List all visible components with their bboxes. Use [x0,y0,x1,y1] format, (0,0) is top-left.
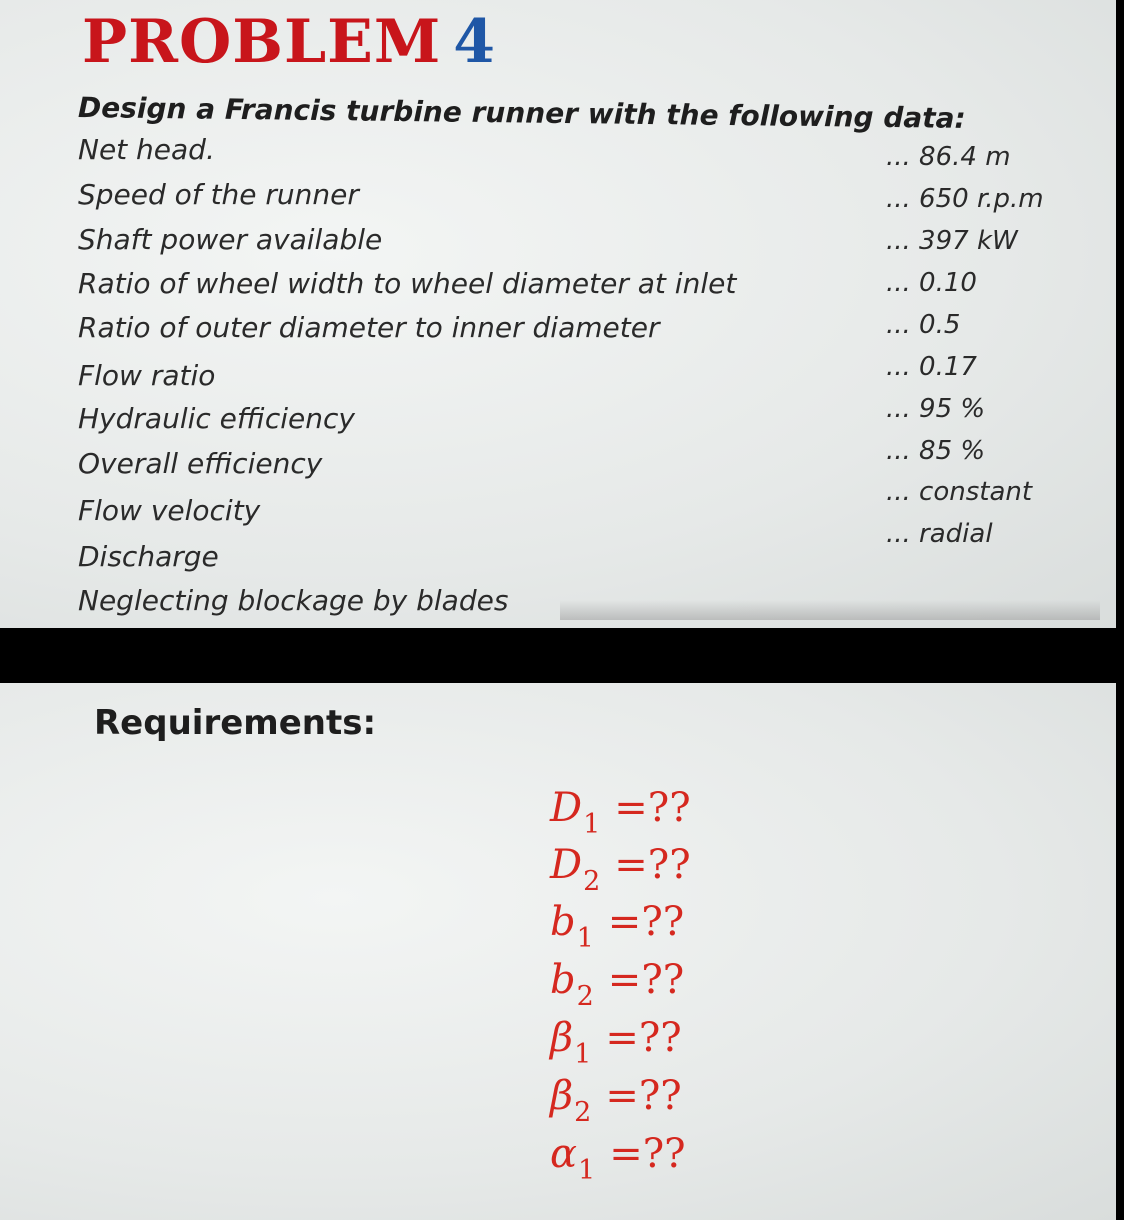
param-label-flow-ratio: Flow ratio [78,359,216,392]
requirement-symbol: α [550,1131,578,1177]
requirement-rhs: =?? [605,1015,682,1061]
requirement-item [550,1071,682,1126]
param-label-blockage: Neglecting blockage by blades [78,584,509,617]
param-label-width-ratio: Ratio of wheel width to wheel diameter at inlet [78,267,737,300]
requirement-symbol: b [550,899,576,945]
param-label-speed: Speed of the runner [78,178,359,211]
requirement-subscript: 1 [583,809,601,840]
slide-edge-shadow [560,600,1100,620]
requirement-rhs: =?? [609,1131,686,1177]
requirement-subscript: 2 [574,1097,592,1128]
intro-text: Design a Francis turbine runner with the following data: [77,91,966,135]
param-value-shaft-power: ... 397 kW [886,226,1018,256]
requirement-subscript: 1 [578,1155,596,1186]
param-value-net-head: ... 86.4 m [886,142,1011,172]
param-label-net-head: Net head. [78,133,215,166]
requirement-symbol: D [550,785,583,831]
param-label-discharge: Discharge [78,540,219,573]
requirement-rhs: =?? [607,899,685,945]
param-label-shaft-power: Shaft power available [78,223,383,256]
param-value-flow-velocity: ... constant [886,477,1033,507]
param-label-overall-efficiency: Overall efficiency [78,447,323,480]
param-value-width-ratio: ... 0.10 [886,268,977,298]
param-value-discharge: ... radial [886,519,993,549]
requirement-item [550,1129,686,1184]
requirement-symbol: b [550,957,576,1003]
requirements-heading: Requirements: [94,703,377,743]
requirement-subscript: 2 [576,981,594,1012]
requirement-rhs: =?? [605,1073,682,1119]
requirement-symbol: D [550,842,583,888]
requirement-item [550,955,684,1010]
problem-title [82,6,496,78]
requirement-subscript: 2 [583,866,601,897]
requirement-symbol: β [550,1073,574,1119]
requirement-subscript: 1 [576,923,594,954]
requirement-rhs: =?? [614,842,691,888]
title-word: PROBLEM [82,7,442,77]
param-value-speed: ... 650 r.p.m [886,184,1044,214]
param-label-hydraulic-efficiency: Hydraulic efficiency [78,402,355,435]
requirement-item [550,1013,682,1068]
requirement-subscript: 1 [574,1039,592,1070]
requirement-symbol: β [550,1015,574,1061]
param-label-diameter-ratio: Ratio of outer diameter to inner diameter [78,311,660,344]
requirement-item [550,783,691,838]
param-value-overall-efficiency: ... 85 % [886,436,986,466]
requirements-slide [0,683,1116,1220]
param-value-hydraulic-efficiency: ... 95 % [886,394,986,424]
requirement-item [550,840,691,895]
param-value-diameter-ratio: ... 0.5 [886,310,961,340]
requirement-rhs: =?? [614,785,691,831]
requirement-item [550,897,684,952]
param-label-flow-velocity: Flow velocity [78,494,261,527]
param-value-flow-ratio: ... 0.17 [886,352,977,382]
requirement-rhs: =?? [607,957,685,1003]
title-number: 4 [453,7,497,77]
